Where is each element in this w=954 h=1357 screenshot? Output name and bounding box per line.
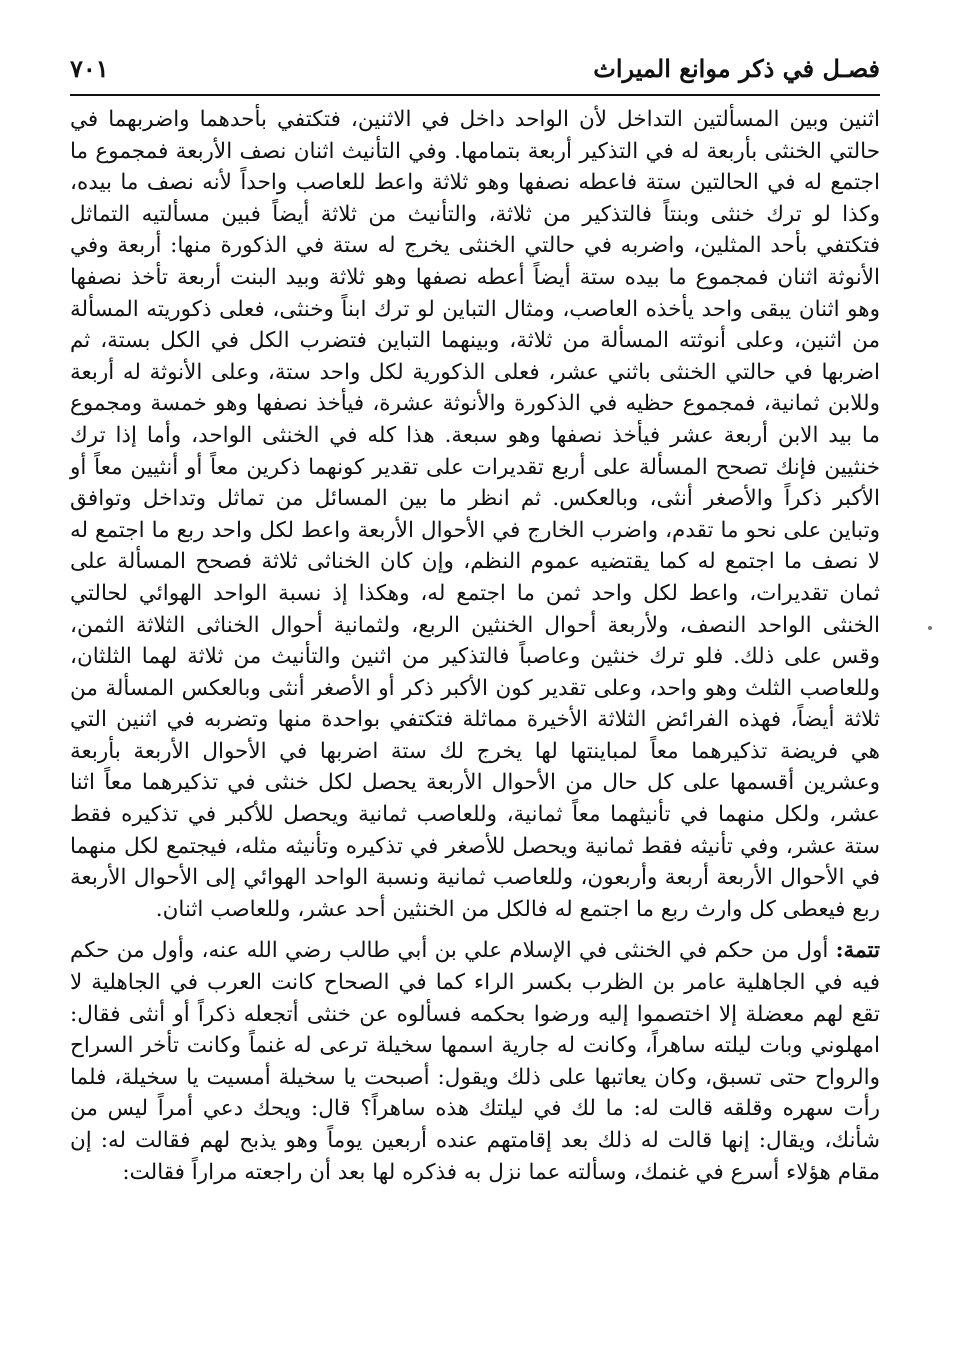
tatimma-label: تتمة: [835, 938, 880, 964]
tatimma-text: أول من حكم في الخنثى في الإسلام علي بن أبي طالب رضي الله عنه، وأول من حكم فيه في الجاهلية عامر بن الظرب بكسر الراء كما في الصحاح كانت العرب في الجاهلية لا تقع لهم معضلة إلا اختصموا إليه ورضوا بحكمه فسألوه عن خنثى أتجعله ذكراً أو أنثى فقال: امهلوني وبات ليلته ساهراً، وكانت له جارية اسمها سخيلة ترعى له غنماً وكانت تأخر السراح والرواح حتى تسبق، وكان يعاتبها على ذلك ويقول: أصبحت يا سخيلة أمسيت يا سخيلة، فلما رأت سهره وقلقه قالت له: ما لك في ليلتك هذه ساهراً؟ قال: ويحك دعي أمراً ليس من شأنك، ويقال: إنها قالت له ذلك بعد إقامتهم عنده أربعين يوماً وهو يذبح لهم فقالت له: إن مقام هؤلاء أسرع في غنمك، وسألته عما نزل به فذكره لها بعد أن راجعته مراراً فقالت: [70, 938, 880, 1185]
paragraph-tatimma [70, 935, 880, 1188]
margin-mark [928, 626, 932, 630]
paragraph-spacer [70, 925, 880, 935]
running-title: فصـل في ذكر موانع الميراث [593, 54, 880, 83]
body-text [70, 104, 880, 1188]
page-header [70, 48, 880, 94]
header-divider [70, 94, 880, 96]
page-number: ٧٠١ [70, 54, 109, 83]
paragraph-inheritance-calculation: اثنين وبين المسألتين التداخل لأن الواحد داخل في الاثنين، فتكتفي بأحدهما واضربهما في حالتي الخنثى بأربعة له في التذكير أربعة بتمامها. وفي التأنيث اثنان نصف الأربعة فمجموع ما اجتمع له في الحالتين ستة فاعطه نصفها وهو ثلاثة واعط للعاصب واحداً لأنه نصف ما بيده، وكذا لو ترك خنثى وبنتاً فالتذكير من ثلاثة، والتأنيث من ثلاثة أيضاً فبين مسألتيه التماثل فتكتفي بأحد المثلين، واضربه في حالتي الخنثى يخرج له ستة في الذكورة منها: أربعة وفي الأنوثة اثنان فمجموع ما بيده ستة أيضاً أعطه نصفها وهو ثلاثة وبيد البنت أربعة تأخذ نصفها وهو اثنان يبقى واحد يأخذه العاصب، ومثال التباين لو ترك ابناً وخنثى، فعلى ذكوريته المسألة من اثنين، وعلى أنوثته المسألة من ثلاثة، وبينهما التباين فتضرب الكل في الكل بستة، ثم اضربها في حالتي الخنثى باثني عشر، فعلى الذكورية لكل واحد ستة، وعلى الأنوثة له أربعة وللابن ثمانية، فمجموع حظيه في الذكورة والأنوثة عشرة، فيأخذ نصفها وهو خمسة ومجموع ما بيد الابن أربعة عشر فيأخذ نصفها وهو سبعة. هذا كله في الخنثى الواحد، وأما إذا ترك خنثيين فإنك تصحح المسألة على أربع تقديرات على تقدير كونهما ذكرين معاً أو أنثيين معاً أو الأكبر ذكراً والأصغر أنثى، وبالعكس. ثم انظر ما بين المسائل من تماثل وتداخل وتوافق وتباين على نحو ما تقدم، واضرب الخارج في الأحوال الأربعة واعط لكل واحد ربع ما اجتمع له لا نصف ما اجتمع له كما يقتضيه عموم النظم، وإن كان الخناثى ثلاثة فصحح المسألة على ثمان تقديرات، واعط لكل واحد ثمن ما اجتمع له، وهكذا إذ نسبة الواحد الهوائي لحالتي الخنثى الواحد النصف، ولأربعة أحوال الخنثين الربع، ولثمانية أحوال الخناثى الثلاثة الثمن، وقس على ذلك. فلو ترك خنثين وعاصباً فالتذكير من اثنين والتأنيث من ثلاثة لهما الثلثان، وللعاصب الثلث وهو واحد، وعلى تقدير كون الأكبر ذكر أو الأصغر أنثى وبالعكس المسألة من ثلاثة أيضاً، فهذه الفرائض الثلاثة الأخيرة مماثلة فتكتفي بواحدة منها وتضربه في اثنين التي هي فريضة تذكيرهما معاً لمباينتها لها يخرج لك ستة اضربها في الأحوال الأربعة بأربعة وعشرين أقسمها على كل حال من الأحوال الأربعة يحصل لكل خنثى في تذكيرهما معاً اثنا عشر، ولكل منهما في تأنيثهما معاً ثمانية، وللعاصب ثمانية ويحصل للأكبر في تذكيره فقط ستة عشر، وفي تأنيثه فقط ثمانية ويحصل للأصغر في تذكيره وتأنيثه مثله، فيجتمع لكل منهما في الأحوال الأربعة أربعة وأربعون، وللعاصب ثمانية ونسبة الواحد الهوائي إلى الأحوال الأربعة ربع فيعطى كل وارث ربع ما اجتمع له فالكل من الخنثين أحد عشر، وللعاصب اثنان. [70, 107, 880, 922]
